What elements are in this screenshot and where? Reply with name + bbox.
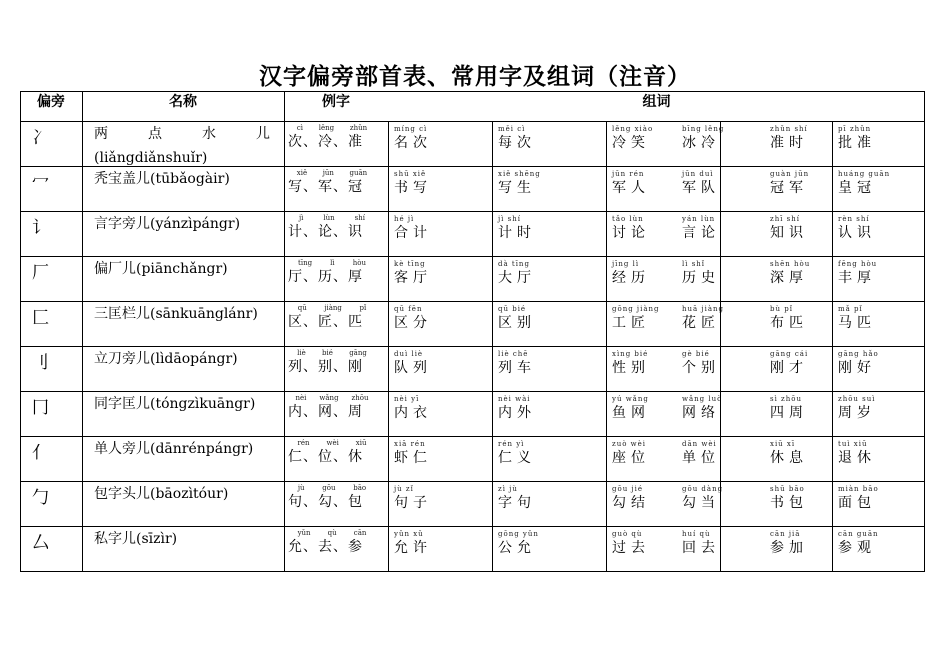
example-pinyin-syllable: jiàng [324,304,342,312]
column-divider [284,91,285,571]
row-divider [20,346,925,347]
word-cell [682,169,720,197]
word-text: 个别 [682,360,720,376]
word-cell [838,484,879,512]
word-text: 内外 [498,405,536,421]
word-text: 军人 [612,180,650,196]
word-cell [394,394,432,422]
example-pinyin-syllable: lěng [318,124,335,132]
page-title: 汉字偏旁部首表、常用字及组词（注音） [259,64,691,90]
name-char: 水 [202,126,216,142]
word-pinyin: hé jì [394,215,415,223]
word-text: 内衣 [394,405,432,421]
word-text: 休息 [770,450,808,466]
example-pinyin-syllable: xiū [355,439,367,447]
word-cell [682,349,720,377]
example-characters [288,213,376,241]
row-divider [20,121,925,122]
word-text: 区分 [394,315,432,331]
radical-name [94,123,270,166]
word-cell [682,214,720,242]
word-pinyin: zì jù [498,485,518,493]
word-text: 退休 [838,450,876,466]
row-divider [20,436,925,437]
word-pinyin: zhī shí [770,215,800,223]
example-pinyin-syllable: zhōu [351,394,369,402]
example-pinyin-syllable: cān [353,529,367,537]
word-text: 网络 [682,405,720,421]
word-text: 字句 [498,495,536,511]
word-text: 马匹 [838,315,876,331]
word-text: 回去 [682,540,720,556]
word-pinyin: guò qù [612,530,643,538]
word-pinyin: měi cì [498,125,526,133]
word-pinyin: jūn duì [682,170,714,178]
word-pinyin: huí qù [682,530,711,538]
word-pinyin: cān jiā [770,530,801,538]
example-text: 厅、历、厚 [288,269,363,285]
example-pinyin-syllable: gōu [322,484,336,492]
word-text: 周岁 [838,405,876,421]
radical-table [20,91,925,586]
word-text: 列车 [498,360,536,376]
word-cell [682,484,723,512]
row-divider [20,481,925,482]
word-text: 冷笑 [612,135,650,151]
word-text: 勾结 [612,495,650,511]
header-example: 例字 [322,94,350,110]
example-text: 仁、位、休 [288,449,363,465]
word-pinyin: liè chē [498,350,529,358]
word-cell [770,439,808,467]
word-cell [612,169,650,197]
word-cell [394,304,432,332]
word-text: 大厅 [498,270,536,286]
word-pinyin: pī zhǔn [838,125,872,133]
word-text: 历史 [682,270,720,286]
word-cell [770,394,808,422]
word-text: 布匹 [770,315,808,331]
word-text: 花匠 [682,315,720,331]
word-text: 批准 [838,135,876,151]
word-pinyin: gōu jié [612,485,643,493]
example-pinyin-syllable: guān [349,169,368,177]
example-pinyin [288,393,376,403]
column-divider [924,91,925,571]
example-text: 允、去、参 [288,539,363,555]
example-pinyin-syllable: bié [322,349,333,357]
row-divider [20,211,925,212]
example-pinyin-syllable: tīng [298,259,313,267]
example-pinyin-syllable: rén [297,439,310,447]
word-cell [498,259,536,287]
word-text: 书写 [394,180,432,196]
word-pinyin: wǎng luò [682,395,723,403]
word-pinyin: cān guān [838,530,879,538]
word-cell [770,214,808,242]
word-cell [682,394,722,422]
word-pinyin: bīng lěng [682,125,725,133]
word-cell [838,259,877,287]
example-characters [288,483,376,511]
column-divider [720,121,721,571]
radical-glyph: 冖 [32,173,49,193]
word-cell [838,214,876,242]
word-text: 写生 [498,180,536,196]
column-divider [606,121,607,571]
word-cell [498,349,536,377]
word-text: 客厅 [394,270,432,286]
word-pinyin: nèi wài [498,395,531,403]
word-text: 准时 [770,135,808,151]
word-pinyin: gāng hǎo [838,350,879,358]
example-text: 次、冷、准 [288,134,363,150]
word-cell [770,349,808,377]
word-text: 面包 [838,495,876,511]
word-text: 公允 [498,540,536,556]
word-pinyin: yán lùn [682,215,716,223]
word-cell [612,529,650,557]
radical-glyph: 厂 [32,263,49,283]
radical-name: 言字旁儿(yánzìpángr) [94,216,241,232]
word-text: 书包 [770,495,808,511]
word-cell [770,529,808,557]
word-cell [770,124,808,152]
example-pinyin [288,168,376,178]
name-char: 儿 [256,126,270,142]
row-divider [20,571,925,572]
example-pinyin [288,258,376,268]
example-pinyin-syllable: yǔn [297,529,311,537]
radical-glyph: 冫 [32,128,49,148]
word-pinyin: guàn jūn [770,170,810,178]
word-text: 每次 [498,135,536,151]
row-divider [20,166,925,167]
radical-name: 包字头儿(bāozìtóur) [94,486,229,502]
example-pinyin-syllable: gāng [349,349,367,357]
example-characters [288,393,376,421]
example-pinyin-syllable: shí [354,214,365,222]
word-cell [838,394,876,422]
word-pinyin: lì shǐ [682,260,706,268]
word-cell [394,529,432,557]
word-cell [498,124,536,152]
example-text: 区、匠、匹 [288,314,363,330]
word-pinyin: tǎo lùn [612,215,644,223]
row-divider [20,526,925,527]
word-pinyin: yú wǎng [612,395,649,403]
word-pinyin: nèi yī [394,395,420,403]
word-cell [394,439,432,467]
example-text: 句、勾、包 [288,494,363,510]
word-text: 虾仁 [394,450,432,466]
word-text: 刚才 [770,360,808,376]
word-pinyin: mǎ pǐ [838,305,863,313]
word-pinyin: shēn hòu [770,260,811,268]
example-pinyin-syllable: qù [327,529,337,537]
radical-name: 偏厂儿(piānchǎngr) [94,261,228,277]
radical-name: 立刀旁儿(lìdāopángr) [94,351,238,367]
word-cell [612,259,650,287]
word-text: 冠军 [770,180,808,196]
example-text: 写、军、冠 [288,179,363,195]
example-characters [288,528,376,556]
word-text: 允许 [394,540,432,556]
radical-name-characters [94,123,270,143]
word-cell [612,484,650,512]
word-pinyin: jīng lì [612,260,640,268]
word-pinyin: huáng guān [838,170,891,178]
word-pinyin: xìng bié [612,350,649,358]
word-pinyin: huā jiàng [682,305,724,313]
column-divider [388,121,389,571]
word-text: 参加 [770,540,808,556]
word-cell [838,304,876,332]
word-text: 名次 [394,135,432,151]
word-text: 军队 [682,180,720,196]
word-pinyin: jūn rén [612,170,645,178]
example-characters [288,348,376,376]
word-cell [612,349,650,377]
word-pinyin: bù pǐ [770,305,793,313]
word-pinyin: xiū xī [770,440,796,448]
word-text: 单位 [682,450,720,466]
example-text: 列、别、刚 [288,359,363,375]
word-pinyin: fēng hòu [838,260,878,268]
word-pinyin: sì zhōu [770,395,802,403]
example-pinyin-syllable: zhǔn [349,124,368,132]
radical-glyph: 冂 [32,398,49,418]
word-cell [838,169,890,197]
name-char: 点 [148,126,162,142]
word-pinyin: zhǔn shí [770,125,808,133]
word-pinyin: rèn shí [838,215,870,223]
word-text: 刚好 [838,360,876,376]
word-cell [770,484,808,512]
example-pinyin-syllable: jūn [322,169,334,177]
word-text: 鱼网 [612,405,650,421]
word-cell [498,484,536,512]
word-text: 性别 [612,360,650,376]
example-pinyin-syllable: wèi [326,439,339,447]
example-characters [288,123,376,151]
header-words: 组词 [642,94,671,110]
example-pinyin [288,483,376,493]
example-text: 内、网、周 [288,404,363,420]
example-pinyin-syllable: lì [330,259,335,267]
word-text: 讨论 [612,225,650,241]
radical-name: 三匡栏儿(sānkuānglánr) [94,306,258,322]
word-text: 经历 [612,270,650,286]
word-cell [838,124,876,152]
example-pinyin-syllable: qū [297,304,307,312]
word-pinyin: gōng jiàng [612,305,660,313]
word-pinyin: rén yì [498,440,525,448]
word-cell [394,484,432,512]
word-text: 计时 [498,225,536,241]
word-pinyin: xiě shēng [498,170,541,178]
example-characters [288,168,376,196]
word-text: 句子 [394,495,432,511]
column-divider [20,91,21,571]
column-divider [82,91,83,571]
word-cell [394,169,432,197]
word-cell [682,304,724,332]
word-cell [498,304,536,332]
radical-glyph: 亻 [32,443,49,463]
word-cell [682,124,724,152]
radical-name: 私字儿(sīzìr) [94,531,178,547]
word-pinyin: xiā rén [394,440,426,448]
word-cell [498,439,536,467]
word-cell [394,124,432,152]
example-pinyin [288,438,376,448]
word-cell [498,214,536,242]
word-cell [770,304,808,332]
word-pinyin: kè tīng [394,260,426,268]
word-pinyin: zuò wèi [612,440,647,448]
word-pinyin: zhōu suì [838,395,876,403]
example-pinyin-syllable: hòu [352,259,366,267]
radical-name: 单人旁儿(dānrénpángr) [94,441,254,457]
word-pinyin: gōu dàng [682,485,724,493]
word-text: 工匠 [612,315,650,331]
example-pinyin [288,348,376,358]
word-cell [612,214,650,242]
example-pinyin-syllable: liè [297,349,306,357]
word-pinyin: gāng cái [770,350,809,358]
word-text: 丰厚 [838,270,876,286]
row-divider [20,301,925,302]
word-text: 认识 [838,225,876,241]
example-pinyin-syllable: wǎng [319,394,339,402]
example-pinyin-syllable: xiě [296,169,308,177]
word-text: 四周 [770,405,808,421]
word-text: 队列 [394,360,432,376]
word-cell [682,439,720,467]
radical-name: 秃宝盖儿(tūbǎogàir) [94,171,230,187]
radical-glyph: 刂 [32,353,49,373]
word-cell [682,259,720,287]
word-pinyin: qū fēn [394,305,423,313]
radical-glyph: 匚 [32,308,49,328]
word-text: 仁义 [498,450,536,466]
word-cell [498,169,541,197]
example-pinyin [288,123,376,133]
word-pinyin: dān wèi [682,440,717,448]
word-text: 知识 [770,225,808,241]
header-name: 名称 [169,94,197,110]
word-pinyin: gè bié [682,350,710,358]
name-char: 两 [94,126,108,142]
word-pinyin: jì shí [498,215,521,223]
word-pinyin: lěng xiào [612,125,654,133]
word-cell [394,349,432,377]
word-cell [612,304,659,332]
header-radical: 偏旁 [37,94,65,110]
word-cell [770,259,810,287]
example-pinyin-syllable: bāo [353,484,367,492]
radical-name-pinyin: (liǎngdiǎnshuǐr) [94,150,208,166]
row-divider [20,256,925,257]
row-divider [20,391,925,392]
example-pinyin [288,213,376,223]
word-text: 合计 [394,225,432,241]
word-text: 座位 [612,450,650,466]
example-text: 计、论、识 [288,224,363,240]
word-cell [682,529,720,557]
word-cell [612,394,650,422]
word-cell [838,349,879,377]
example-pinyin-syllable: jì [298,214,304,222]
word-pinyin: miàn bāo [838,485,879,493]
example-characters [288,303,376,331]
word-pinyin: shū xiě [394,170,427,178]
word-cell [394,214,432,242]
word-cell [612,124,653,152]
word-pinyin: tuì xiū [838,440,868,448]
word-cell [498,529,539,557]
word-pinyin: duì liè [394,350,424,358]
word-text: 冰冷 [682,135,720,151]
word-pinyin: dà tīng [498,260,530,268]
word-pinyin: qū bié [498,305,527,313]
word-cell [838,529,879,557]
word-cell [612,439,650,467]
example-pinyin [288,528,376,538]
example-pinyin-syllable: jù [297,484,305,492]
word-text: 深厚 [770,270,808,286]
word-cell [770,169,809,197]
word-cell [838,439,876,467]
radical-glyph: 讠 [32,218,49,238]
word-pinyin: míng cì [394,125,428,133]
example-characters [288,258,376,286]
example-pinyin [288,303,376,313]
example-pinyin-syllable: nèi [295,394,307,402]
example-pinyin-syllable: lùn [323,214,335,222]
column-divider [492,121,493,571]
radical-glyph: 厶 [32,533,49,553]
word-text: 皇冠 [838,180,876,196]
word-pinyin: gōng yǔn [498,530,539,538]
word-pinyin: yǔn xǔ [394,530,424,538]
word-text: 过去 [612,540,650,556]
example-characters [288,438,376,466]
example-pinyin-syllable: cì [296,124,304,132]
word-text: 区别 [498,315,536,331]
word-text: 参观 [838,540,876,556]
radical-name: 同字匡儿(tóngzìkuāngr) [94,396,256,412]
word-cell [498,394,536,422]
word-cell [394,259,432,287]
word-pinyin: shū bāo [770,485,805,493]
word-pinyin: jù zǐ [394,485,414,493]
radical-glyph: 勹 [32,488,49,508]
word-text: 勾当 [682,495,720,511]
example-pinyin-syllable: pǐ [359,304,367,312]
word-text: 言论 [682,225,720,241]
row-divider [20,91,925,92]
column-divider [832,121,833,571]
